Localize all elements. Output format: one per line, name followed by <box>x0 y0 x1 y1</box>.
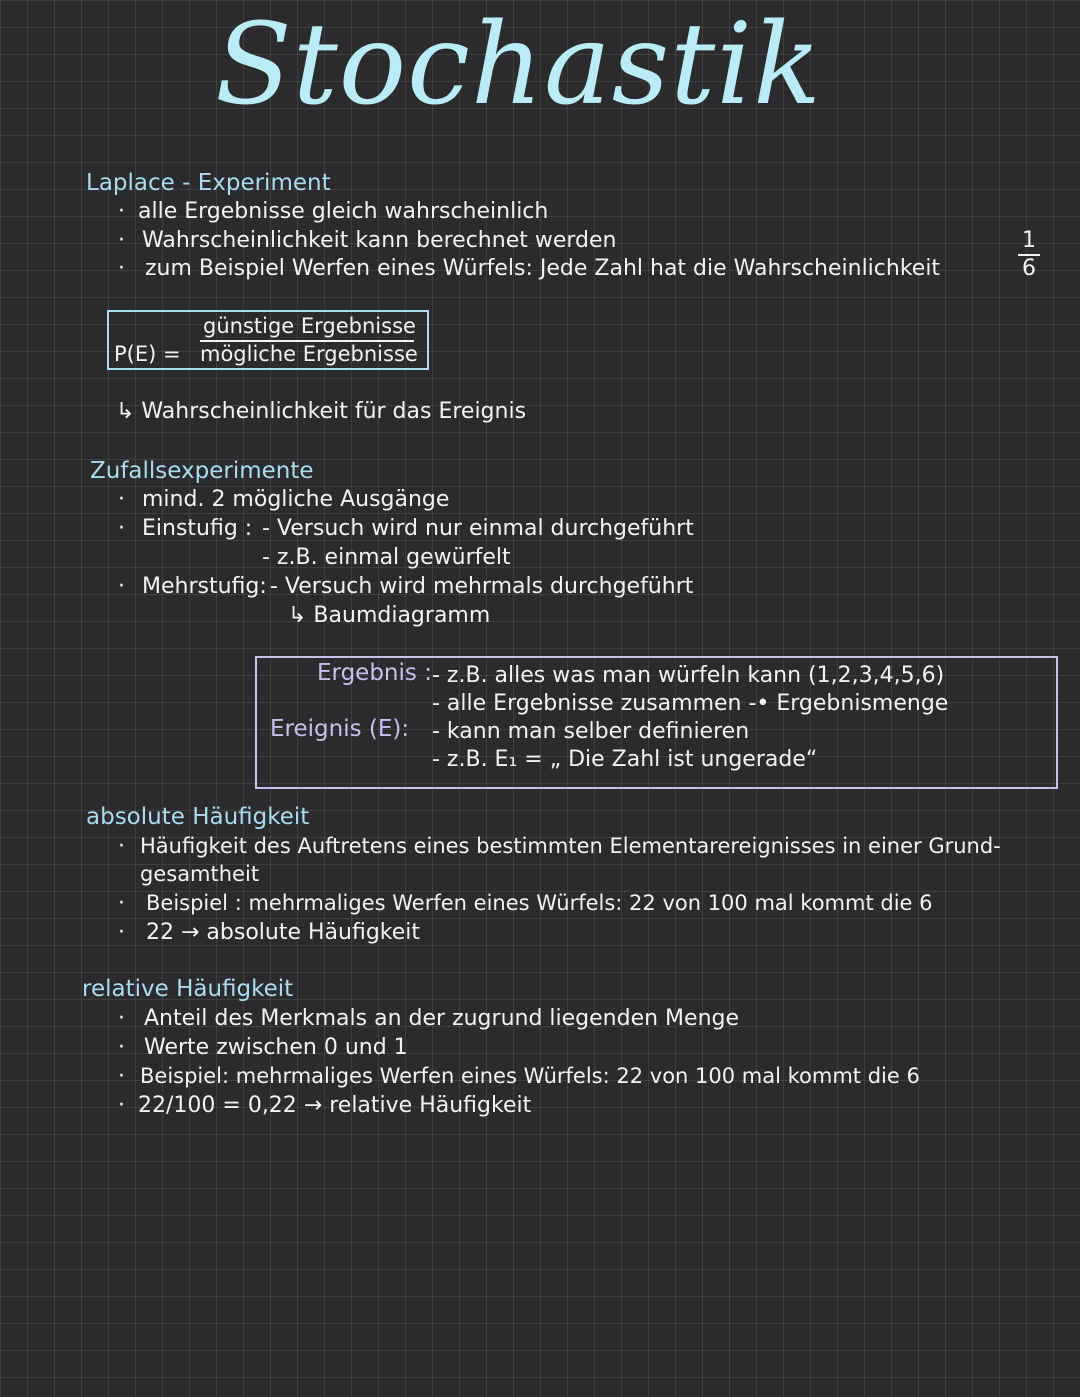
absolut-item-3: 22 → absolute Häufigkeit <box>146 920 421 945</box>
absolut-item-2: Beispiel : mehrmaliges Werfen eines Würfels: 22 von 100 mal kommt die 6 <box>146 891 933 915</box>
bullet-dot: · <box>118 834 125 859</box>
mehrstufig-label: Mehrstufig: <box>142 574 267 599</box>
bullet-dot: · <box>118 574 125 599</box>
relativ-item-2: Werte zwischen 0 und 1 <box>144 1035 408 1060</box>
ergebnis-line-4: - z.B. E₁ = „ Die Zahl ist ungerade“ <box>432 747 818 772</box>
fraction-numerator: 1 <box>1022 228 1036 253</box>
zufall-heading: Zufallsexperimente <box>90 458 314 484</box>
bullet-dot: · <box>118 228 125 253</box>
relativ-item-1: Anteil des Merkmals an der zugrund liegenden Menge <box>144 1006 740 1031</box>
ereignis-label: Ereignis (E): <box>270 716 410 742</box>
mehrstufig-line-2: ↳ Baumdiagramm <box>288 603 491 628</box>
relativ-item-4: 22/100 = 0,22 → relative Häufigkeit <box>138 1093 532 1118</box>
bullet-dot: · <box>118 256 125 281</box>
formula-lhs: P(E) = <box>114 342 181 366</box>
laplace-item-1: alle Ergebnisse gleich wahrscheinlich <box>138 199 549 224</box>
page-title: Stochastik <box>215 0 822 130</box>
ergebnis-text: - z.B. alles was man würfeln kann (1,2,3,4,5,6) <box>432 663 945 688</box>
einstufig-label: Einstufig : <box>142 516 253 541</box>
laplace-item-2: Wahrscheinlichkeit kann berechnet werden <box>142 228 617 253</box>
relativ-heading: relative Häufigkeit <box>82 976 294 1002</box>
absolut-item-1a: Häufigkeit des Auftretens eines bestimmten Elementarereignisses in einer Grund- <box>140 834 1001 858</box>
fraction-denominator: 6 <box>1022 256 1036 281</box>
ereignis-text: - kann man selber definieren <box>432 719 750 744</box>
laplace-item-3: zum Beispiel Werfen eines Würfels: Jede Zahl hat die Wahrscheinlichkeit <box>145 256 941 281</box>
ergebnis-label: Ergebnis : <box>317 660 432 686</box>
bullet-dot: · <box>118 1093 125 1118</box>
bullet-dot: · <box>118 1035 125 1060</box>
bullet-dot: · <box>118 487 125 512</box>
laplace-heading: Laplace - Experiment <box>86 170 331 196</box>
formula-denominator: mögliche Ergebnisse <box>200 342 418 366</box>
ergebnis-line-2: - alle Ergebnisse zusammen -• Ergebnismenge <box>432 691 949 716</box>
bullet-dot: · <box>118 1064 125 1089</box>
bullet-dot: · <box>118 199 125 224</box>
laplace-note: ↳ Wahrscheinlichkeit für das Ereignis <box>116 399 527 424</box>
bullet-dot: · <box>118 891 125 916</box>
formula-numerator: günstige Ergebnisse <box>203 314 416 338</box>
absolut-item-1b: gesamtheit <box>140 862 260 886</box>
bullet-dot: · <box>118 1006 125 1031</box>
bullet-dot: · <box>118 516 125 541</box>
relativ-item-3: Beispiel: mehrmaliges Werfen eines Würfels: 22 von 100 mal kommt die 6 <box>140 1064 920 1088</box>
bullet-dot: · <box>118 920 125 945</box>
zufall-item-1: mind. 2 mögliche Ausgänge <box>142 487 450 512</box>
absolut-heading: absolute Häufigkeit <box>86 804 310 830</box>
mehrstufig-line-1: - Versuch wird mehrmals durchgeführt <box>270 574 694 599</box>
einstufig-line-1: - Versuch wird nur einmal durchgeführt <box>262 516 694 541</box>
einstufig-line-2: - z.B. einmal gewürfelt <box>262 545 511 570</box>
